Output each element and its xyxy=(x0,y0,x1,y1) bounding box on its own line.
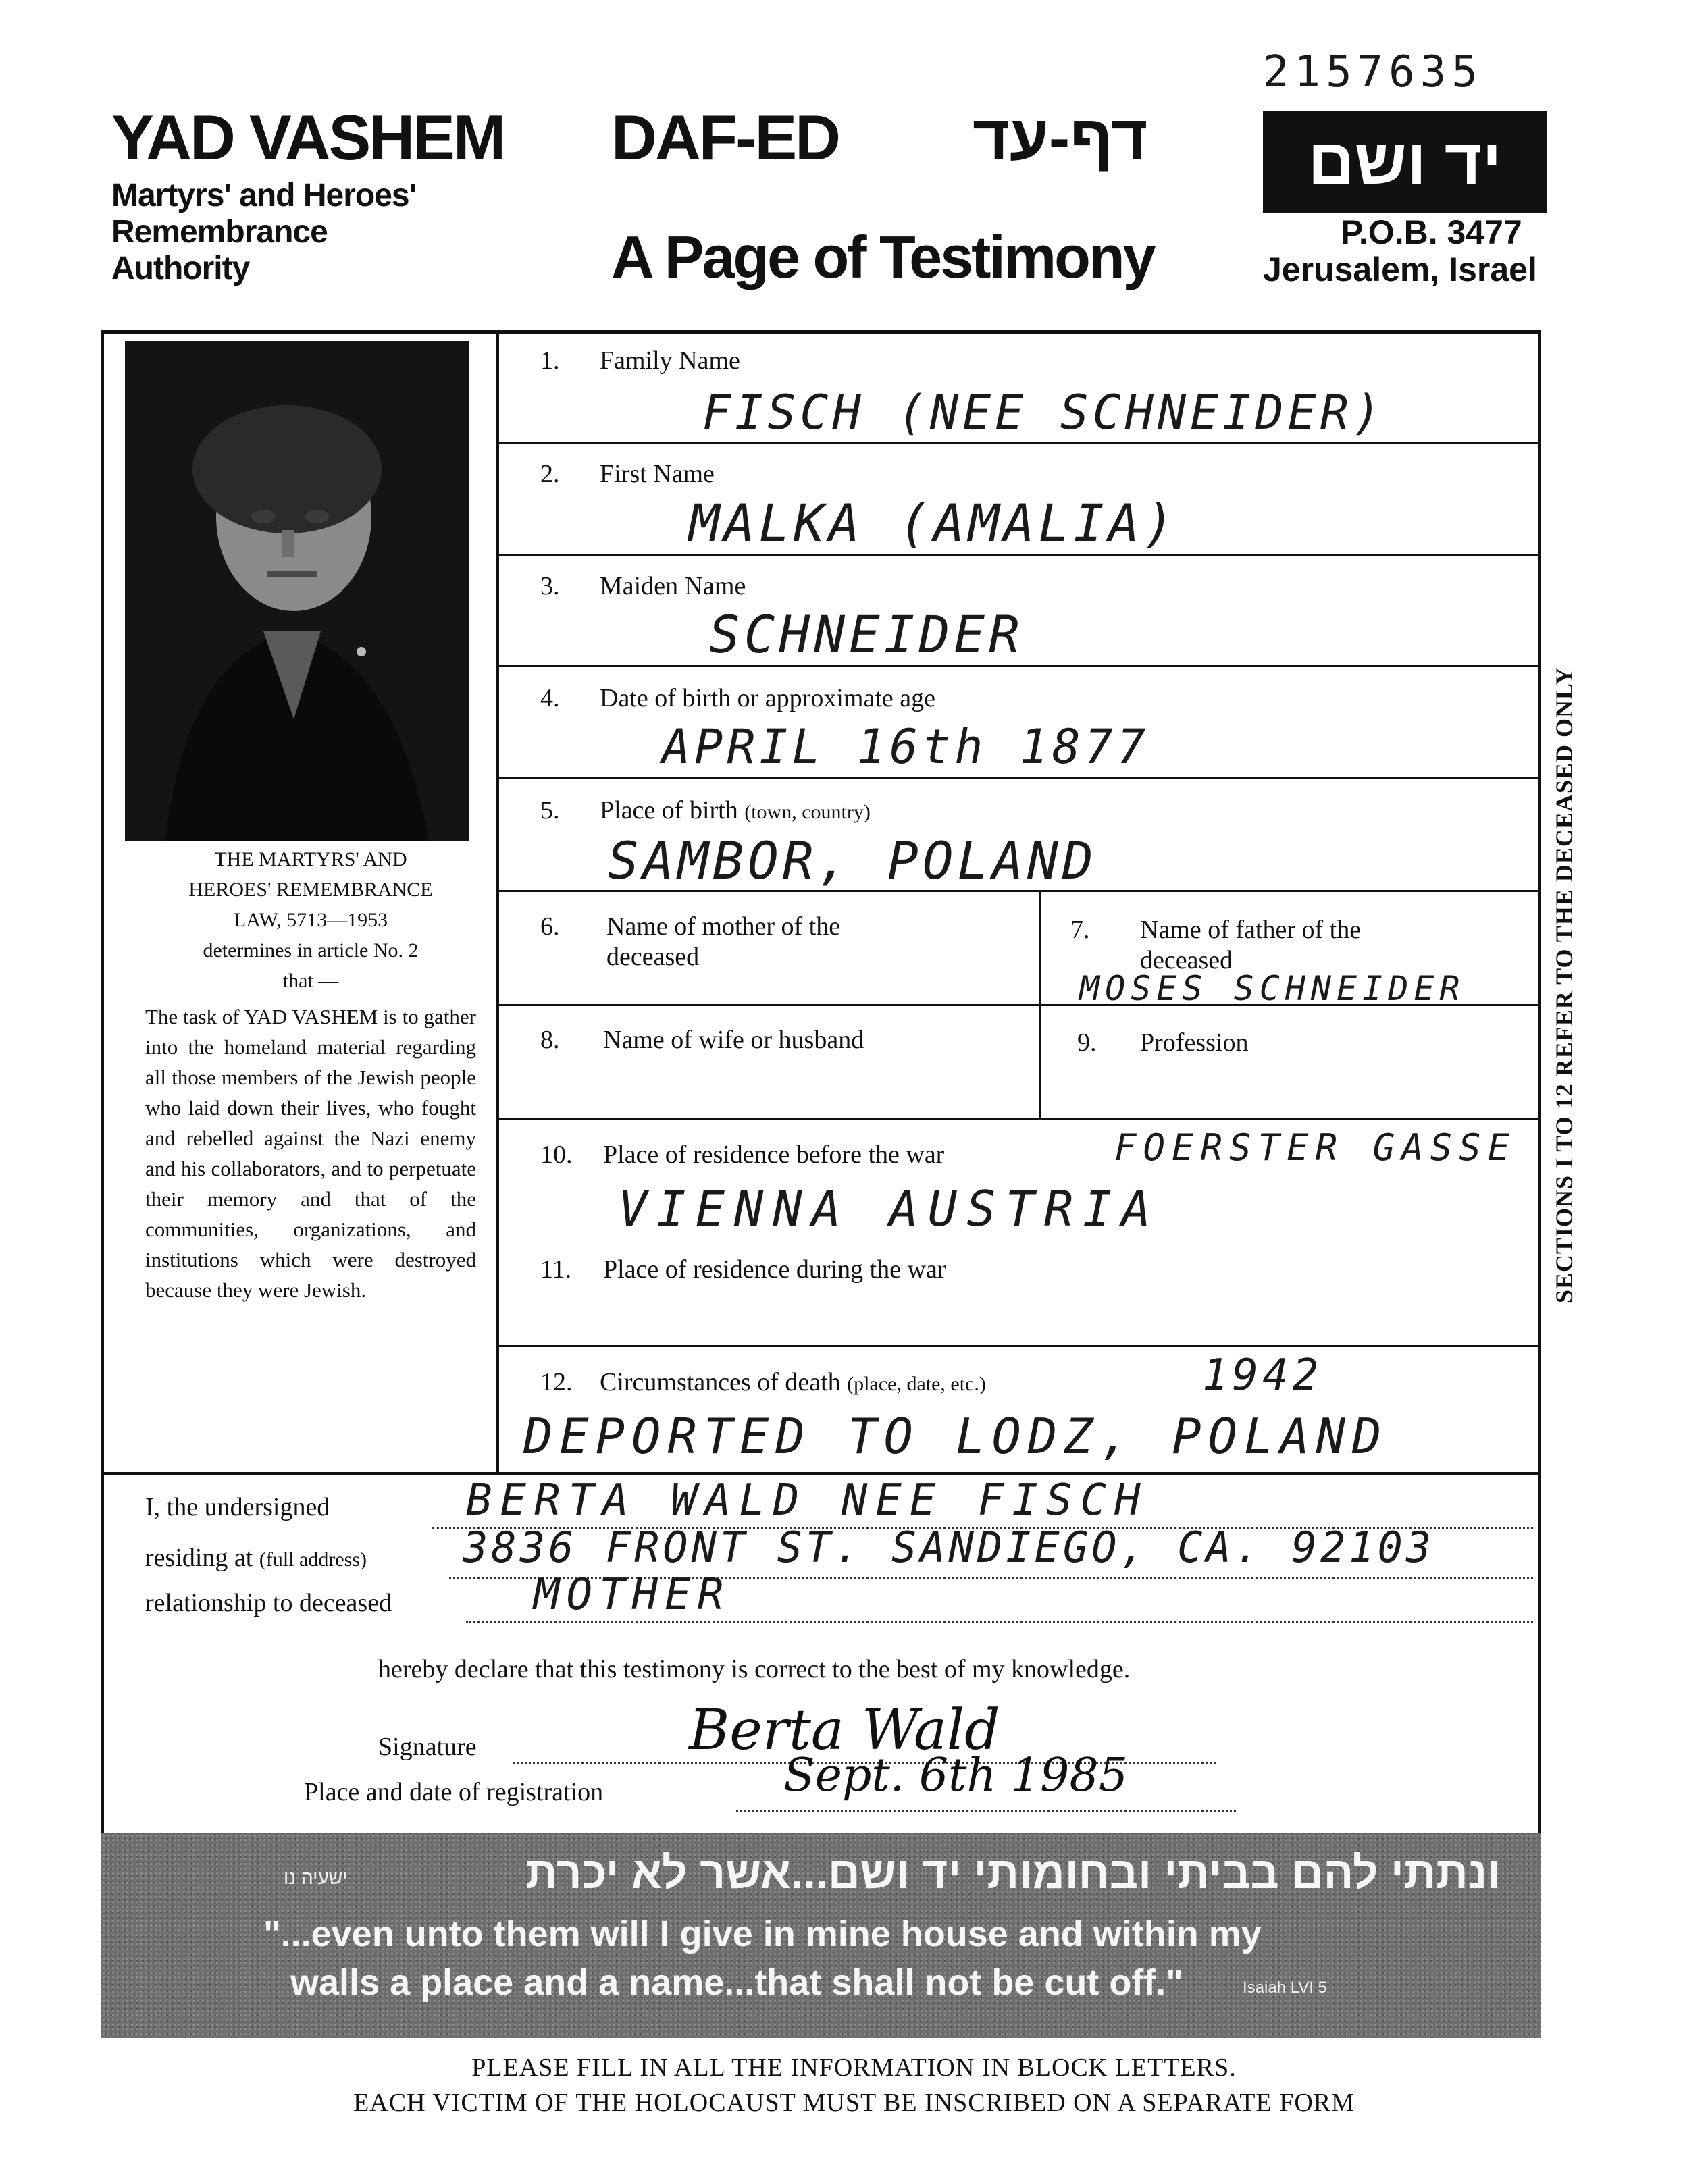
field-8-label: Name of wife or husband xyxy=(603,1026,864,1054)
law-heading-5: that — xyxy=(282,970,339,992)
field-1-value[interactable]: FISCH (NEE SCHNEIDER) xyxy=(702,385,1386,440)
signature-value[interactable]: Berta Wald xyxy=(689,1698,1000,1762)
daf-ed-hebrew-title: דף-עד xyxy=(973,102,1148,173)
field-11-label: Place of residence during the war xyxy=(603,1255,946,1284)
undersigned-value[interactable]: BERTA WALD NEE FISCH xyxy=(466,1475,1149,1525)
field-4-number: 4. xyxy=(540,684,560,712)
law-heading-2: HEROES' REMEMBRANCE xyxy=(188,879,433,901)
footer-line-1: PLEASE FILL IN ALL THE INFORMATION IN BLOCK LETTERS. xyxy=(471,2053,1237,2082)
field-9-number: 9. xyxy=(1077,1028,1097,1057)
field-5-value[interactable]: SAMBOR, POLAND xyxy=(608,831,1097,891)
field-5-label-main: Place of birth xyxy=(600,796,738,824)
relationship-line xyxy=(466,1621,1533,1623)
field-10-number: 10. xyxy=(540,1141,573,1169)
field-7-label-b: deceased xyxy=(1140,946,1233,974)
banner-english-line-1: "...even unto them will I give in mine house and within my xyxy=(263,1914,1262,1954)
law-text-block xyxy=(145,844,476,1305)
field-10-label: Place of residence before the war xyxy=(603,1141,945,1169)
scripture-banner xyxy=(101,1833,1541,2038)
side-note-text: SECTIONS I TO 12 REFER TO THE DECEASED ONLY xyxy=(1551,666,1578,1303)
org-name: YAD VASHEM xyxy=(111,102,504,173)
field-7-label-a: Name of father of the xyxy=(1140,916,1362,944)
row-sep-1 xyxy=(498,442,1540,444)
law-body-text: The task of YAD VASHEM is to gather into the homeland material regarding all those members of the Jewish people who laid down their lives, who fought and rebelled against the Nazi enemy and his collaborators, and to perpetuate their memory and that of the communities, organizations, and institutions which were destroyed because they were Jewish. xyxy=(145,1005,476,1302)
undersigned-label: I, the undersigned xyxy=(145,1493,330,1521)
field-12-value-b[interactable]: DEPORTED TO LODZ, POLAND xyxy=(523,1408,1389,1465)
law-heading-3: LAW, 5713—1953 xyxy=(233,909,388,931)
residing-label-hint: (full address) xyxy=(259,1548,367,1571)
field-4-label: Date of birth or approximate age xyxy=(600,684,935,712)
field-2-label: First Name xyxy=(600,460,715,488)
city-address: Jerusalem, Israel xyxy=(1263,251,1537,288)
col-sep-6-7 xyxy=(1039,891,1041,1118)
law-heading-1: THE MARTYRS' AND xyxy=(214,848,407,870)
form-top-border xyxy=(101,330,1540,334)
residing-label-main: residing at xyxy=(145,1544,253,1572)
column-divider xyxy=(496,330,499,1474)
banner-hebrew-ref: ישעיה נו xyxy=(284,1867,348,1888)
deceased-photo xyxy=(125,341,469,841)
form-left-border xyxy=(101,330,104,2038)
law-heading-4: determines in article No. 2 xyxy=(203,939,419,962)
field-3-number: 3. xyxy=(540,572,560,600)
form-right-border xyxy=(1538,330,1541,2038)
field-3-label: Maiden Name xyxy=(600,572,746,600)
field-2-value[interactable]: MALKA (AMALIA) xyxy=(689,493,1179,553)
field-9-label: Profession xyxy=(1140,1028,1249,1057)
side-note xyxy=(1550,666,1578,1303)
registration-label: Place and date of registration xyxy=(304,1778,604,1806)
field-5-number: 5. xyxy=(540,796,560,824)
row-sep-4 xyxy=(498,777,1540,779)
row-sep-8 xyxy=(498,1345,1540,1347)
banner-english-line-2: walls a place and a name...that shall not be cut off." xyxy=(290,1962,1183,2003)
portrait-image xyxy=(125,341,469,841)
banner-hebrew-text: ונתתי להם בביתי ובחומותי יד ושם...אשר לא יכרת xyxy=(525,1848,1501,1897)
footer-line-2: EACH VICTIM OF THE HOLOCAUST MUST BE INSCRIBED ON A SEPARATE FORM xyxy=(353,2089,1355,2117)
declaration-top-border xyxy=(101,1472,1540,1475)
field-4-value[interactable]: APRIL 16th 1877 xyxy=(662,719,1150,775)
field-1-label: Family Name xyxy=(600,346,740,375)
daf-ed-title: DAF-ED xyxy=(611,102,839,173)
field-1-number: 1. xyxy=(540,346,560,375)
field-12-label-main: Circumstances of death xyxy=(600,1368,841,1396)
banner-english-ref: Isaiah LVI 5 xyxy=(1243,1979,1327,1997)
form-number: 2157635 xyxy=(1263,47,1483,97)
field-3-value[interactable]: SCHNEIDER xyxy=(709,604,1024,664)
field-6-number: 6. xyxy=(540,912,560,941)
org-line-1: Martyrs' and Heroes' xyxy=(111,178,416,213)
registration-line xyxy=(736,1810,1236,1812)
pob-address: P.O.B. 3477 xyxy=(1341,213,1522,251)
field-12-value-a[interactable]: 1942 xyxy=(1202,1351,1323,1400)
row-sep-7 xyxy=(498,1118,1540,1120)
row-sep-2 xyxy=(498,554,1540,556)
page-title: A Page of Testimony xyxy=(611,224,1154,290)
field-10-value-a[interactable]: FOERSTER GASSE xyxy=(1114,1126,1517,1169)
relationship-label: relationship to deceased xyxy=(145,1589,392,1617)
yad-vashem-logo xyxy=(1263,111,1547,213)
field-2-number: 2. xyxy=(540,460,560,488)
field-12-label-hint: (place, date, etc.) xyxy=(847,1373,986,1395)
field-6-label-a: Name of mother of the xyxy=(606,912,841,941)
field-12-label xyxy=(600,1367,986,1397)
residing-value[interactable]: 3836 FRONT ST. SANDIEGO, CA. 92103 xyxy=(463,1523,1435,1572)
relationship-value[interactable]: MOTHER xyxy=(534,1570,731,1620)
registration-value[interactable]: Sept. 6th 1985 xyxy=(783,1749,1128,1802)
field-5-label xyxy=(600,795,871,825)
field-5-label-hint: (town, country) xyxy=(744,801,871,823)
residing-label xyxy=(145,1543,367,1573)
field-6-label-b: deceased xyxy=(606,943,700,971)
field-11-number: 11. xyxy=(540,1255,572,1284)
org-line-3: Authority xyxy=(111,251,250,286)
org-line-2: Remembrance xyxy=(111,214,328,250)
field-8-number: 8. xyxy=(540,1026,560,1054)
declaration-statement: hereby declare that this testimony is correct to the best of my knowledge. xyxy=(378,1655,1131,1683)
row-sep-3 xyxy=(498,665,1540,667)
field-10-value-b[interactable]: VIENNA AUSTRIA xyxy=(618,1180,1160,1237)
signature-label: Signature xyxy=(378,1733,477,1761)
logo-hebrew-text: יד ושם xyxy=(1308,126,1502,198)
field-12-number: 12. xyxy=(540,1368,573,1396)
field-7-value[interactable]: MOSES SCHNEIDER xyxy=(1079,969,1466,1008)
field-7-number: 7. xyxy=(1070,916,1090,944)
